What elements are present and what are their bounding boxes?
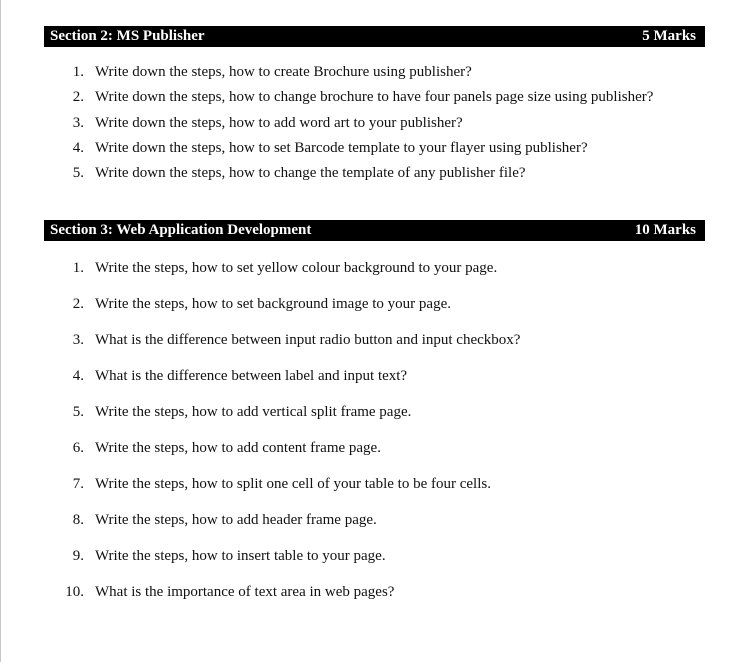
question-text: What is the importance of text area in web pages? xyxy=(95,584,395,600)
question-text: Write the steps, how to add content frame page. xyxy=(95,440,381,456)
question-text: Write down the steps, how to change brochure to have four panels page size using publisher? xyxy=(95,89,654,106)
section-2-header xyxy=(44,26,705,47)
section-title: Section 2: MS Publisher xyxy=(50,28,205,44)
question-number: 2. xyxy=(72,89,84,106)
question-number: 1. xyxy=(72,260,84,276)
question-text: Write the steps, how to insert table to your page. xyxy=(95,548,386,564)
question-item xyxy=(0,331,750,367)
question-number: 1. xyxy=(72,64,84,80)
question-number: 4. xyxy=(72,368,84,384)
question-number: 10. xyxy=(65,584,84,600)
question-item xyxy=(0,547,750,583)
question-item xyxy=(0,63,750,88)
question-number: 8. xyxy=(72,512,84,528)
question-number: 9. xyxy=(72,548,84,564)
question-item xyxy=(0,259,750,295)
question-text: Write down the steps, how to set Barcode template to your flayer using publisher? xyxy=(95,139,588,156)
question-number: 7. xyxy=(72,476,84,492)
question-number: 4. xyxy=(72,139,84,156)
question-number: 6. xyxy=(72,440,84,456)
question-item xyxy=(0,475,750,511)
section-3-question-list xyxy=(0,259,750,619)
question-text: Write the steps, how to add vertical split frame page. xyxy=(95,404,412,420)
question-text: Write the steps, how to split one cell of your table to be four cells. xyxy=(95,476,491,492)
question-item xyxy=(0,367,750,403)
question-item xyxy=(0,583,750,619)
question-text: Write down the steps, how to add word art to your publisher? xyxy=(95,114,463,131)
question-item xyxy=(0,114,750,139)
question-item xyxy=(0,439,750,475)
question-text: Write down the steps, how to change the template of any publisher file? xyxy=(95,165,526,182)
question-item xyxy=(0,403,750,439)
question-item xyxy=(0,511,750,547)
section-title: Section 3: Web Application Development xyxy=(50,222,312,238)
question-number: 5. xyxy=(72,165,84,182)
question-text: What is the difference between input radio button and input checkbox? xyxy=(95,332,521,348)
question-text: Write the steps, how to add header frame page. xyxy=(95,512,377,528)
section-marks: 10 Marks xyxy=(634,222,696,238)
section-marks: 5 Marks xyxy=(642,28,696,44)
question-text: Write the steps, how to set yellow colour background to your page. xyxy=(95,260,498,276)
question-item xyxy=(0,139,750,164)
question-item xyxy=(0,295,750,331)
question-item xyxy=(0,164,750,189)
section-3-header xyxy=(44,220,705,241)
question-item xyxy=(0,88,750,113)
question-text: Write down the steps, how to create Brochure using publisher? xyxy=(95,64,472,80)
question-text: Write the steps, how to set background image to your page. xyxy=(95,296,451,312)
question-number: 5. xyxy=(72,404,84,420)
section-2-question-list xyxy=(0,63,750,189)
question-number: 3. xyxy=(72,114,84,131)
question-number: 3. xyxy=(72,332,84,348)
question-text: What is the difference between label and input text? xyxy=(95,368,408,384)
question-number: 2. xyxy=(72,296,84,312)
